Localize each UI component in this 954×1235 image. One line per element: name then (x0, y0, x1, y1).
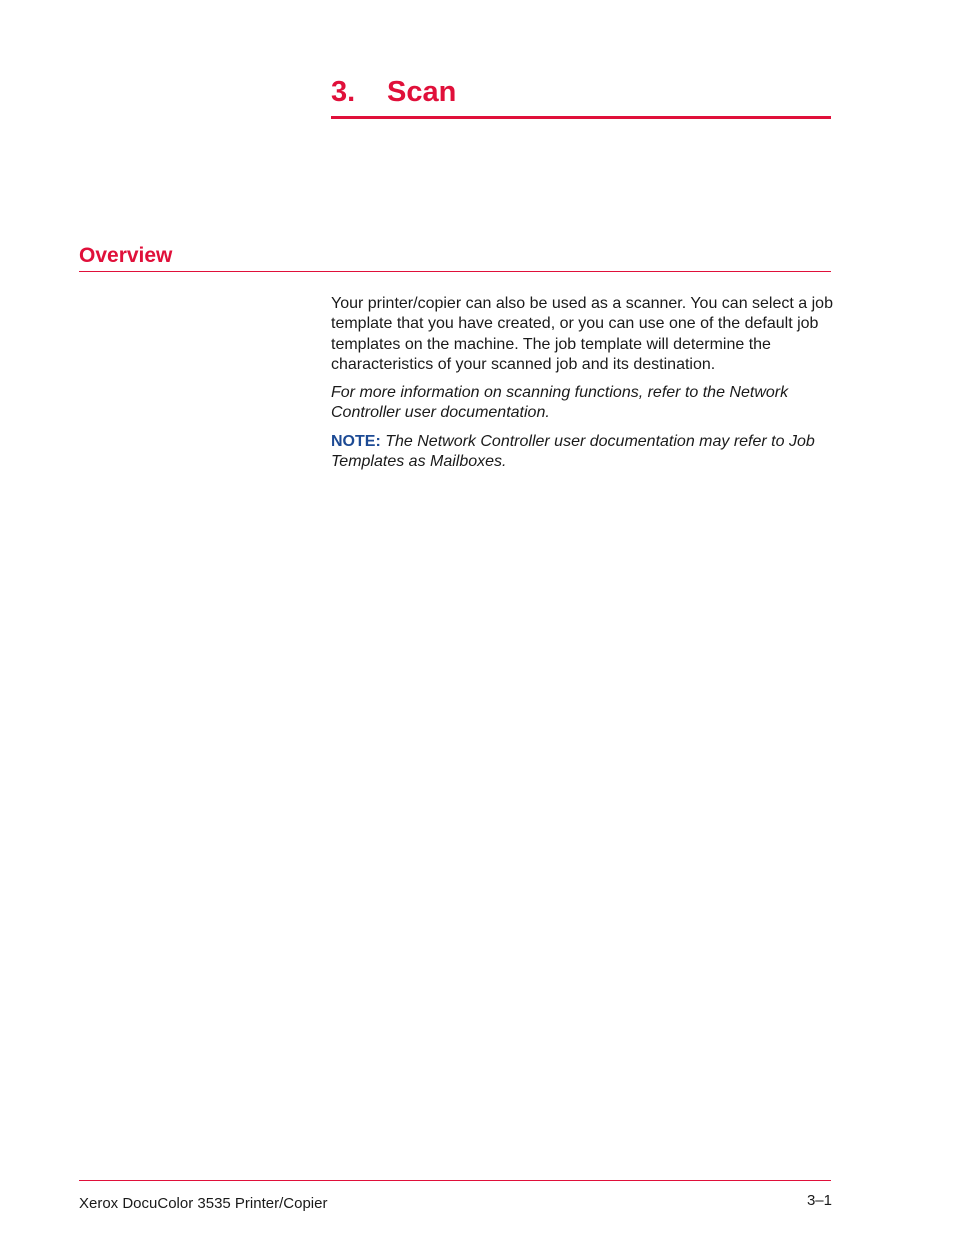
footer-rule (79, 1180, 831, 1181)
note-text: The Network Controller user documentation may refer to Job Templates as Mailboxes. (331, 432, 815, 471)
section-heading-overview: Overview (79, 244, 173, 267)
intro-paragraph: Your printer/copier can also be used as a scanner. You can select a job template that you have created, or you can use one of the default job templates on the machine. The job template will determine the characteristics of your scanned job and its destination. (331, 295, 833, 373)
chapter-title (331, 72, 831, 112)
note-paragraph (331, 432, 836, 473)
chapter-title-text: Scan (387, 76, 457, 108)
reference-paragraph: For more information on scanning functions, refer to the Network Controller user documentation. (331, 384, 789, 422)
footer-product-name: Xerox DocuColor 3535 Printer/Copier (79, 1195, 328, 1212)
body-content (331, 294, 836, 480)
footer-page-number: 3–1 (806, 1192, 832, 1209)
chapter-title-rule (331, 116, 831, 119)
chapter-number: 3. (331, 76, 356, 108)
section-rule (79, 271, 831, 272)
note-label: NOTE: (331, 432, 381, 450)
